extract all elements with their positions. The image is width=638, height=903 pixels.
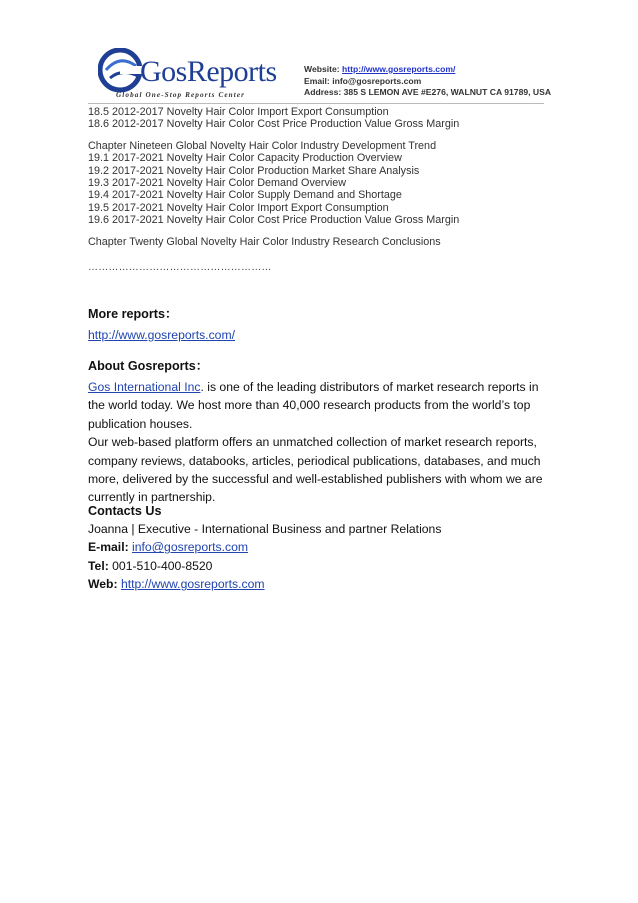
header-website-row bbox=[304, 64, 551, 76]
header-address-value: 385 S LEMON AVE #E276, WALNUT CA 91789, USA bbox=[343, 87, 552, 97]
toc-chapter-heading: Chapter Nineteen Global Novelty Hair Color Industry Development Trend bbox=[88, 139, 437, 152]
about-section bbox=[88, 357, 548, 507]
contact-tel-label: Tel: bbox=[88, 558, 109, 573]
contact-web-row bbox=[88, 575, 548, 593]
brand-tagline: Global One-Stop Reports Center bbox=[116, 91, 246, 99]
toc-excerpt bbox=[88, 106, 558, 248]
toc-line: 19.3 2017-2021 Novelty Hair Color Demand Overview bbox=[88, 177, 347, 190]
contacts-title: Contacts Us bbox=[88, 504, 162, 518]
header-address-row bbox=[304, 87, 551, 99]
about-line: . is one of the leading distributors of market research reports in bbox=[200, 380, 539, 394]
about-line: currently in partnership. bbox=[88, 490, 216, 505]
contact-email-row bbox=[88, 538, 548, 556]
company-link[interactable]: Gos International Inc bbox=[88, 380, 201, 394]
toc-line: 18.6 2012-2017 Novelty Hair Color Cost Price Production Value Gross Margin bbox=[88, 118, 460, 131]
toc-ellipsis: ……………………………………………… bbox=[88, 262, 272, 273]
toc-line: 19.6 2017-2021 Novelty Hair Color Cost Price Production Value Gross Margin bbox=[88, 214, 460, 227]
contact-email-link[interactable]: info@gosreports.com bbox=[132, 540, 249, 555]
more-reports-title: More reports： bbox=[88, 307, 178, 321]
about-line: Our web-based platform offers an unmatched collection of market research reports, bbox=[88, 435, 537, 450]
about-title: About Gosreports： bbox=[88, 359, 209, 373]
contact-web-link[interactable]: http://www.gosreports.com bbox=[120, 577, 265, 592]
globe-logo-icon bbox=[98, 48, 144, 94]
toc-line: 19.1 2017-2021 Novelty Hair Color Capacity Production Overview bbox=[88, 152, 402, 165]
contact-web-label: Web: bbox=[88, 577, 118, 592]
toc-line: 18.5 2012-2017 Novelty Hair Color Import Export Consumption bbox=[88, 106, 389, 118]
header-email-label: Email: bbox=[304, 75, 330, 86]
brand-name: GosReports bbox=[140, 55, 277, 88]
contact-email-label: E-mail: bbox=[88, 540, 129, 555]
header-address-label: Address: bbox=[304, 87, 342, 97]
header-website-link[interactable]: http://www.gosreports.com/ bbox=[342, 64, 456, 74]
header-website-label: Website: bbox=[304, 64, 340, 74]
toc-line: 19.4 2017-2021 Novelty Hair Color Supply Demand and Shortage bbox=[88, 189, 402, 202]
about-line: company reviews, databooks, articles, periodical publications, databases, and much bbox=[88, 453, 541, 468]
contacts-section bbox=[88, 502, 548, 594]
about-line: more, delivered by the successful and well-established publishers with whom we are bbox=[88, 472, 543, 487]
about-line: the world today. We host more than 40,000 research products from the world’s top bbox=[88, 398, 531, 413]
contact-tel-row bbox=[88, 557, 548, 575]
header-divider bbox=[88, 103, 544, 104]
header-contact-block bbox=[304, 64, 551, 99]
toc-chapter-heading: Chapter Twenty Global Novelty Hair Color Industry Research Conclusions bbox=[88, 235, 441, 248]
more-reports-section bbox=[88, 305, 548, 344]
header-email-value: info@gosreports.com bbox=[332, 75, 422, 86]
toc-line: 19.2 2017-2021 Novelty Hair Color Production Market Share Analysis bbox=[88, 164, 420, 177]
more-reports-link[interactable]: http://www.gosreports.com/ bbox=[88, 328, 235, 342]
header-email-row bbox=[304, 76, 551, 88]
about-paragraph bbox=[88, 378, 548, 507]
contact-person: Joanna | Executive - International Business and partner Relations bbox=[88, 522, 442, 536]
brand-logo bbox=[98, 48, 298, 104]
about-line: publication houses. bbox=[88, 416, 193, 431]
letterhead bbox=[88, 44, 552, 104]
contact-tel-value: 001-510-400-8520 bbox=[112, 558, 213, 573]
toc-line: 19.5 2017-2021 Novelty Hair Color Import Export Consumption bbox=[88, 201, 389, 214]
